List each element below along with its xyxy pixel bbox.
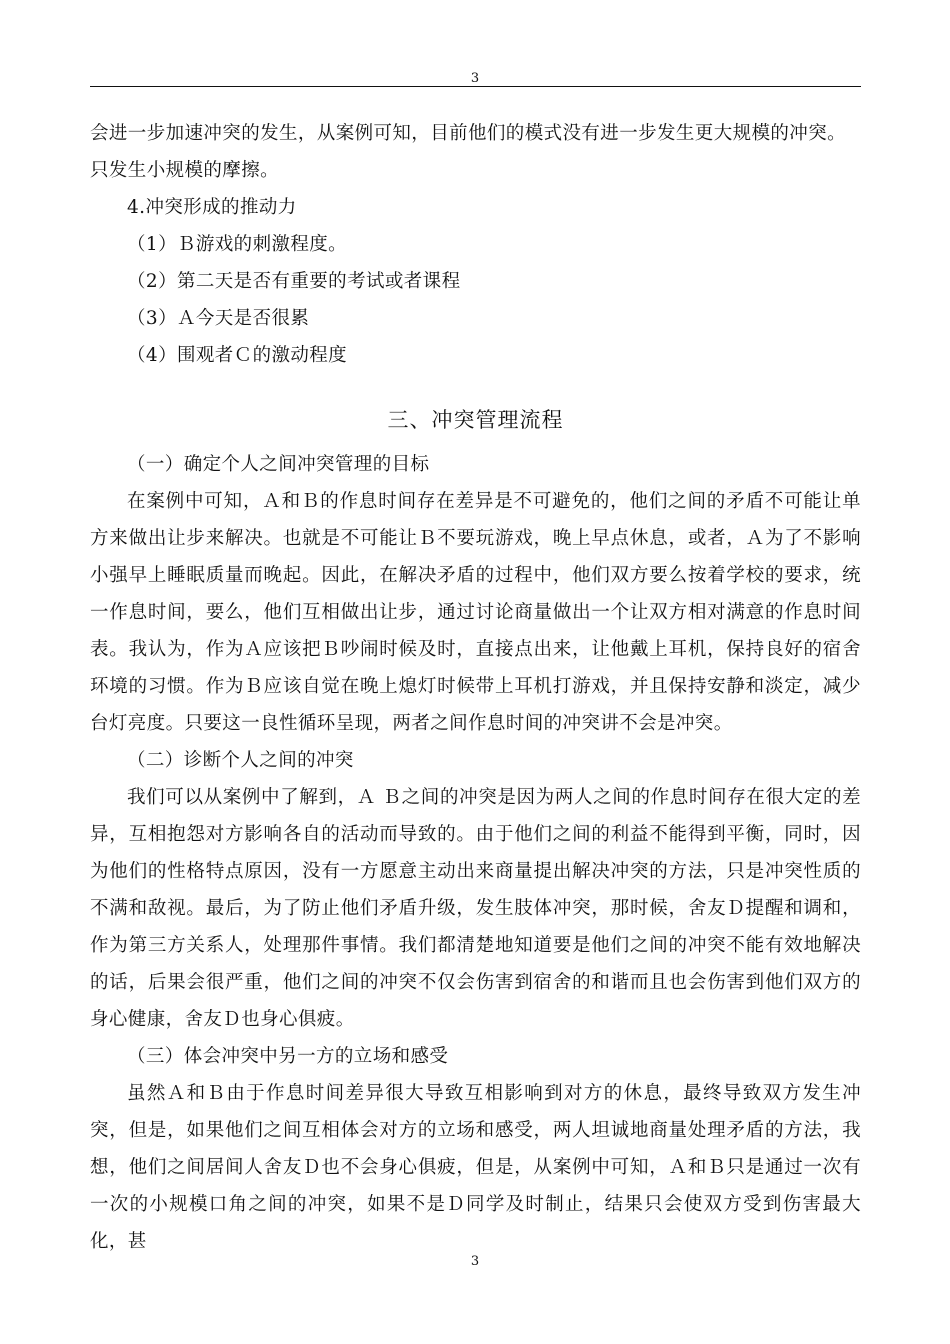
page-content bbox=[90, 115, 861, 1260]
header-page-number: 3 bbox=[470, 71, 480, 86]
subsection-2-heading: （二）诊断个人之间的冲突 bbox=[127, 750, 354, 771]
subsection-2-body: 我们可以从案例中了解到，Ａ Ｂ之间的冲突是因为两人之间的作息时间存在很大定的差异，互相抱怨对方影响各自的活动而导致的。由于他们之间的利益不能得到平衡，同时，因为他们的性格特点原因，没有一方愿意主动出来商量提出解决冲突的方法，只是冲突性质的不满和敌视。最后，为了防止他们矛盾升级，发生肢体冲突，那时候，舍友Ｄ提醒和调和，作为第三方关系人，处理那件事情。我们都清楚地知道要是他们之间的冲突不能有效地解决的话，后果会很严重，他们之间的冲突不仅会伤害到宿舍的和谐而且也会伤害到他们双方的身心健康，舍友Ｄ也身心俱疲。 bbox=[90, 787, 861, 1030]
chapter-title: 三、冲突管理流程 bbox=[387, 408, 564, 432]
list-item: （1）Ｂ游戏的刺激程度。 bbox=[127, 234, 348, 255]
intro-line-2: 只发生小规模的摩擦。 bbox=[90, 160, 280, 181]
subsection-3-heading: （三）体会冲突中另一方的立场和感受 bbox=[127, 1046, 449, 1067]
list-item: （4）围观者Ｃ的激动程度 bbox=[127, 345, 348, 366]
footer-page-number: 3 bbox=[470, 1254, 480, 1269]
subsection-1-heading: （一）确定个人之间冲突管理的目标 bbox=[127, 454, 430, 475]
subsection-1-body: 在案例中可知，Ａ和Ｂ的作息时间存在差异是不可避免的，他们之间的矛盾不可能让单方来做出让步来解决。也就是不可能让Ｂ不要玩游戏，晚上早点休息，或者，Ａ为了不影响小强早上睡眠质量而晚起。因此，在解决矛盾的过程中，他们双方要么按着学校的要求，统一作息时间，要么，他们互相做出让步，通过讨论商量做出一个让双方相对满意的作息时间表。我认为，作为Ａ应该把Ｂ吵闹时候及时，直接点出来，让他戴上耳机，保持良好的宿舍环境的习惯。作为Ｂ应该自觉在晚上熄灯时候带上耳机打游戏，并且保持安静和淡定，减少台灯亮度。只要这一良性循环呈现，两者之间作息时间的冲突讲不会是冲突。 bbox=[90, 491, 861, 734]
subsection-3-body: 虽然Ａ和Ｂ由于作息时间差异很大导致互相影响到对方的休息，最终导致双方发生冲突，但是，如果他们之间互相体会对方的立场和感受，两人坦诚地商量处理矛盾的方法，我想，他们之间居间人舍友Ｄ也不会身心俱疲，但是，从案例中可知，Ａ和Ｂ只是通过一次有一次的小规模口角之间的冲突，如果不是Ｄ同学及时制止，结果只会使双方受到伤害最大化，甚 bbox=[90, 1083, 861, 1252]
section-4-heading: 4.冲突形成的推动力 bbox=[127, 197, 297, 218]
intro-line-1: 会进一步加速冲突的发生，从案例可知，目前他们的模式没有进一步发生更大规模的冲突。 bbox=[90, 123, 847, 144]
header-rule bbox=[90, 86, 861, 87]
list-item: （2）第二天是否有重要的考试或者课程 bbox=[127, 271, 461, 292]
list-item: （3）Ａ今天是否很累 bbox=[127, 308, 310, 329]
